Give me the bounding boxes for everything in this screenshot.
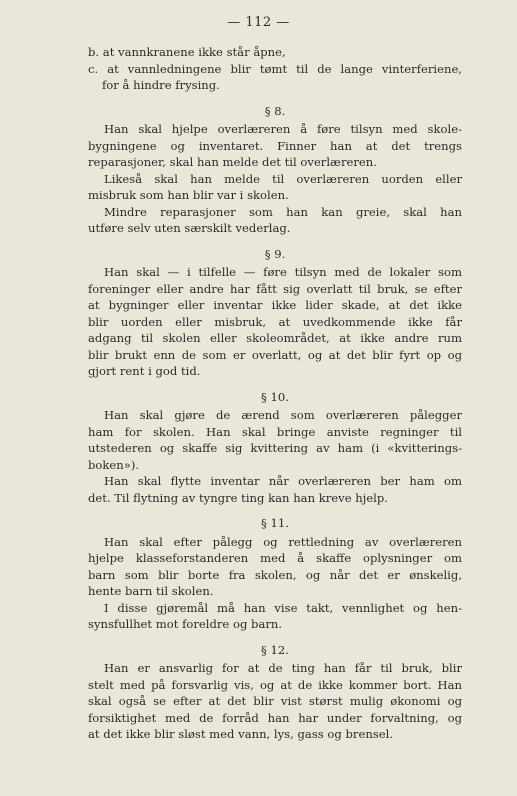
text-line: hente barn til skolen. bbox=[88, 584, 214, 598]
text-line: stelt med på forsvarlig vis, og at de ikke kommer bort. Han bbox=[88, 677, 462, 692]
list-item-b bbox=[88, 44, 462, 61]
text-line: gjort rent i god tid. bbox=[88, 364, 201, 378]
text-line: at bygninger eller inventar ikke lider skade, at det ikke bbox=[88, 298, 462, 312]
section-heading-12: § 12. bbox=[261, 642, 289, 657]
list-item-c bbox=[88, 61, 462, 94]
paragraph bbox=[88, 264, 462, 380]
text-line: skal også se efter at det blir vist størst mulig økonomi og bbox=[88, 694, 462, 708]
section-heading-11: § 11. bbox=[261, 516, 289, 530]
page-body bbox=[88, 44, 462, 743]
text-line: misbruk som han blir var i skolen. bbox=[88, 188, 289, 202]
text-line: forsiktighet med de forråd han har under forvaltning, og bbox=[88, 710, 462, 725]
text-line: Likeså skal han melde til overlæreren uorden eller bbox=[104, 171, 462, 186]
section-heading-9: § 9. bbox=[264, 246, 286, 261]
text-line: adgang til skolen eller skoleområdet, at ikke andre rum bbox=[88, 331, 462, 345]
paragraph bbox=[88, 660, 462, 743]
section-heading-10: § 10. bbox=[261, 389, 289, 404]
text-line: ham for skolen. Han skal bringe anviste regninger til bbox=[88, 424, 462, 439]
text-line: barn som blir borte fra skolen, og når det er ønskelig, bbox=[88, 567, 462, 582]
text-line: Han skal — i tilfelle — føre tilsyn med de lokaler som bbox=[104, 265, 462, 279]
text-line: hjelpe klasseforstanderen med å skaffe oplysninger om bbox=[88, 551, 462, 565]
text-line: b. at vannkranene ikke står åpne, bbox=[88, 45, 286, 59]
text-line: utstederen og skaffe sig kvittering av ham (i «kvitterings- bbox=[88, 441, 462, 455]
paragraph bbox=[88, 473, 462, 506]
text-line: bygningene og inventaret. Finner han at det trengs bbox=[88, 138, 462, 153]
text-line: Han skal flytte inventar når overlæreren ber ham om bbox=[104, 474, 462, 488]
text-line: Han skal efter pålegg og rettledning av overlæreren bbox=[104, 534, 462, 549]
text-line: det. Til flytning av tyngre ting kan han kreve hjelp. bbox=[88, 490, 388, 505]
text-line: Han skal gjøre de ærend som overlæreren pålegger bbox=[104, 408, 462, 422]
text-line: boken»). bbox=[88, 457, 140, 472]
paragraph bbox=[88, 600, 462, 633]
text-line: I disse gjøremål må han vise takt, vennlighet og hen- bbox=[104, 600, 462, 615]
paragraph bbox=[88, 407, 462, 473]
text-line: at det ikke blir sløst med vann, lys, gass og brensel. bbox=[88, 727, 393, 741]
paragraph bbox=[88, 121, 462, 171]
text-line: synsfullhet mot foreldre og barn. bbox=[88, 617, 283, 631]
text-line: foreninger eller andre har fått sig overlatt til bruk, se efter bbox=[88, 281, 462, 296]
text-line: for å hindre frysing. bbox=[102, 78, 220, 92]
section-heading-8: § 8. bbox=[264, 103, 286, 118]
paragraph bbox=[88, 534, 462, 600]
text-line: Han skal hjelpe overlæreren å føre tilsyn med skole- bbox=[104, 122, 462, 136]
paragraph bbox=[88, 204, 462, 237]
text-line: blir brukt enn de som er overlatt, og at det blir fyrt op og bbox=[88, 347, 462, 362]
text-line: Mindre reparasjoner som han kan greie, skal han bbox=[104, 204, 462, 219]
paragraph bbox=[88, 171, 462, 204]
text-line: c. at vannledningene blir tømt til de lange vinterferiene, bbox=[88, 61, 462, 76]
text-line: utføre selv uten særskilt vederlag. bbox=[88, 221, 291, 235]
page-number: — 112 — bbox=[227, 15, 290, 30]
text-line: reparasjoner, skal han melde det til overlæreren. bbox=[88, 155, 377, 169]
text-line: Han er ansvarlig for at de ting han får til bruk, blir bbox=[104, 661, 462, 675]
text-line: blir uorden eller misbruk, at uvedkommende ikke får bbox=[88, 314, 462, 329]
